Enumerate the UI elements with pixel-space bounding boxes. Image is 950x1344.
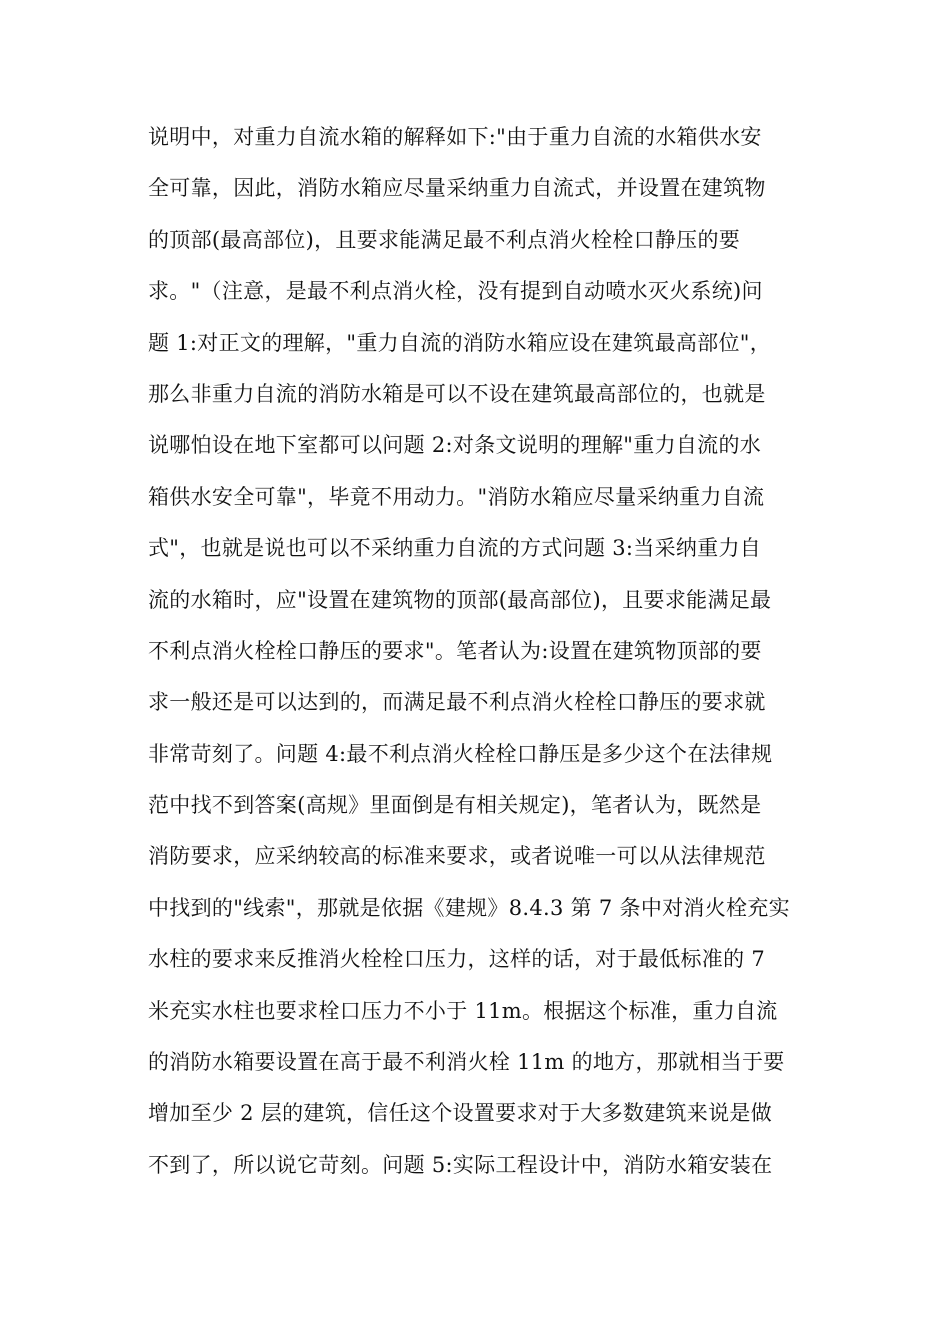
text-line: 非常苛刻了。问题 4:最不利点消火栓栓口静压是多少这个在法律规 <box>148 741 773 766</box>
text-line: 的顶部(最高部位)，且要求能满足最不利点消火栓栓口静压的要 <box>148 227 741 252</box>
text-line: 全可靠，因此，消防水箱应尽量采纳重力自流式，并设置在建筑物 <box>148 176 766 201</box>
text-line: 流的水箱时，应"设置在建筑物的顶部(最高部位)，且要求能满足最 <box>148 587 772 612</box>
text-line: 消防要求，应采纳较高的标准来要求，或者说唯一可以从法律规范 <box>148 844 766 869</box>
body-text <box>148 116 808 1195</box>
text-line: 的消防水箱要设置在高于最不利消火栓 11m 的地方，那就相当于要 <box>148 1050 785 1075</box>
text-line: 箱供水安全可靠"，毕竟不用动力。"消防水箱应尽量采纳重力自流 <box>148 484 765 509</box>
text-line: 范中找不到答案(高规》里面倒是有相关规定)，笔者认为，既然是 <box>148 793 762 818</box>
text-line: 求一般还是可以达到的，而满足最不利点消火栓栓口静压的要求就 <box>148 690 766 715</box>
text-line: 不到了，所以说它苛刻。问题 5:实际工程设计中，消防水箱安装在 <box>148 1152 773 1177</box>
text-line: 说哪怕设在地下室都可以问题 2:对条文说明的理解"重力自流的水 <box>148 433 762 458</box>
text-line: 米充实水柱也要求栓口压力不小于 11m。根据这个标准，重力自流 <box>148 998 778 1023</box>
text-line: 增加至少 2 层的建筑，信任这个设置要求对于大多数建筑来说是做 <box>148 1101 773 1126</box>
text-line: 题 1:对正文的理解，"重力自流的消防水箱应设在建筑最高部位"， <box>148 330 772 355</box>
text-line: 不利点消火栓栓口静压的要求"。笔者认为:设置在建筑物顶部的要 <box>148 638 762 663</box>
text-line: 水柱的要求来反推消火栓栓口压力，这样的话，对于最低标准的 7 <box>148 947 766 972</box>
text-line: 那么非重力自流的消防水箱是可以不设在建筑最高部位的，也就是 <box>148 381 766 406</box>
text-line: 中找到的"线索"，那就是依据《建规》8.4.3 第 7 条中对消火栓充实 <box>148 895 790 920</box>
text-line: 求。"（注意，是最不利点消火栓，没有提到自动喷水灭火系统)问 <box>148 279 763 304</box>
text-line: 式"，也就是说也可以不采纳重力自流的方式问题 3:当采纳重力自 <box>148 536 762 561</box>
text-line: 说明中，对重力自流水箱的解释如下:"由于重力自流的水箱供水安 <box>148 125 762 149</box>
